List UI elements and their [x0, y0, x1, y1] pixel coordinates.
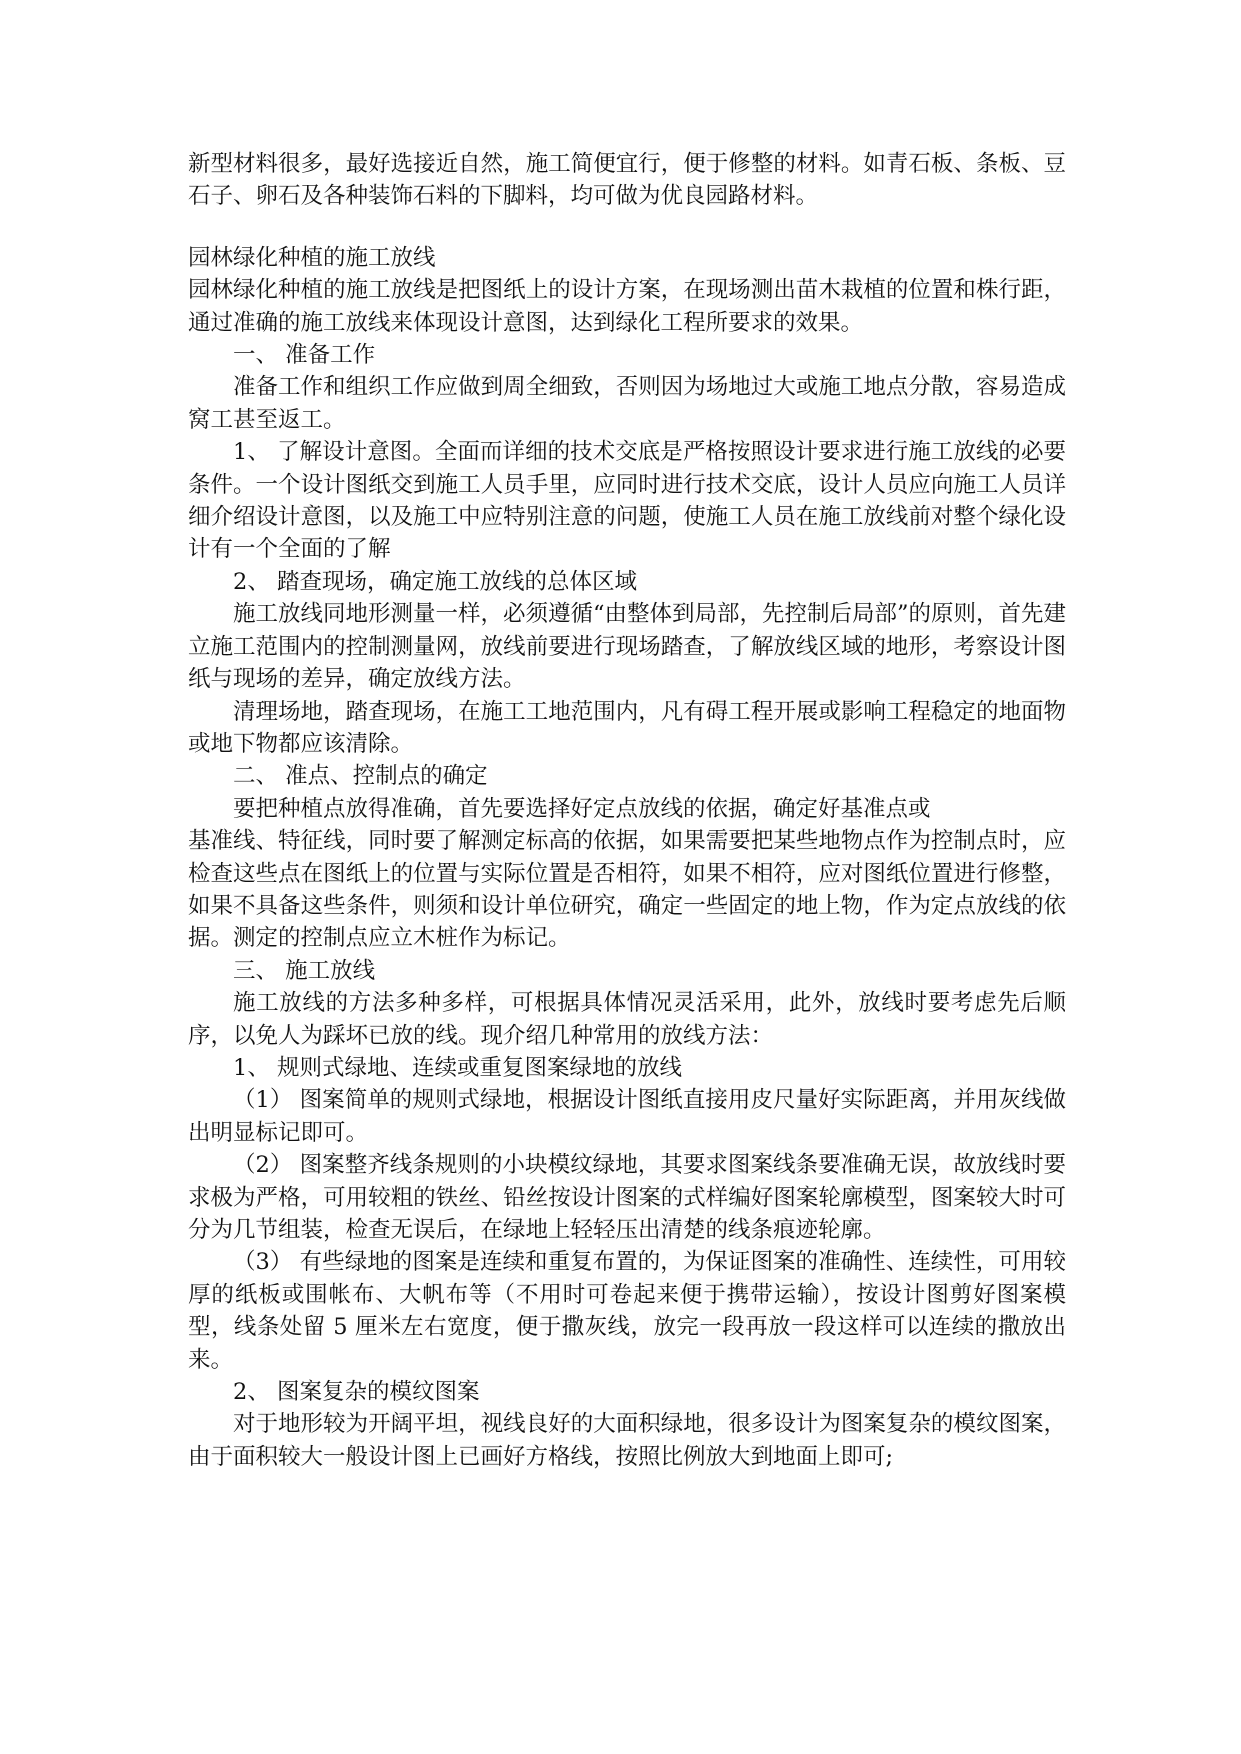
- document-page: [188, 148, 1066, 1473]
- body-paragraph: 1、 规则式绿地、连续或重复图案绿地的放线: [233, 1054, 682, 1081]
- body-paragraph: 对于地形较为开阔平坦，视线良好的大面积绿地，很多设计为图案复杂的模纹图案，由于面积较大一般设计图上已画好方格线，按照比例放大到地面上即可;: [188, 1411, 1066, 1470]
- body-paragraph: （3） 有些绿地的图案是连续和重复布置的，为保证图案的准确性、连续性，可用较厚的纸板或围帐布、大帆布等（不用时可卷起来便于携带运输），按设计图剪好图案模型，线条处留 5 厘米左右宽度，便于撒灰线，放完一段再放一段这样可以连续的撒放出来。: [188, 1249, 1066, 1373]
- body-paragraph: 准备工作和组织工作应做到周全细致，否则因为场地过大或施工地点分散，容易造成窝工甚至返工。: [188, 374, 1066, 433]
- body-paragraph: 一、 准备工作: [233, 342, 376, 369]
- body-paragraph: 清理场地，踏查现场，在施工工地范围内，凡有碍工程开展或影响工程稳定的地面物或地下物都应该清除。: [188, 698, 1066, 757]
- body-paragraph: 施工放线同地形测量一样，必须遵循“由整体到局部，先控制后局部”的原则，首先建立施工范围内的控制测量网，放线前要进行现场踏查，了解放线区域的地形，考察设计图纸与现场的差异，确定放线方法。: [188, 601, 1067, 693]
- body-paragraph: 2、 图案复杂的模纹图案: [233, 1379, 480, 1406]
- body-paragraph: 园林绿化种植的施工放线是把图纸上的设计方案，在现场测出苗木栽植的位置和株行距，通过准确的施工放线来体现设计意图，达到绿化工程所要求的效果。: [188, 277, 1066, 336]
- body-paragraph: （1） 图案简单的规则式绿地，根据设计图纸直接用皮尺量好实际距离，并用灰线做出明显标记即可。: [188, 1087, 1066, 1146]
- body-paragraph: 三、 施工放线: [233, 957, 376, 984]
- body-paragraph: 要把种植点放得准确，首先要选择好定点放线的依据，确定好基准点或: [233, 795, 931, 822]
- body-paragraph: （2） 图案整齐线条规则的小块模纹绿地，其要求图案线条要准确无误，故放线时要求极为严格，可用较粗的铁丝、铅丝按设计图案的式样编好图案轮廓模型，图案较大时可分为几节组装，检查无误后，在绿地上轻轻压出清楚的线条痕迹轮廓。: [188, 1152, 1066, 1243]
- lead-paragraph: 新型材料很多，最好选接近自然，施工简便宜行，便于修整的材料。如青石板、条板、豆石子、卵石及各种装饰石料的下脚料，均可做为优良园路材料。: [188, 151, 1066, 210]
- body-paragraphs: [188, 274, 1066, 1473]
- body-paragraph: 基准线、特征线，同时要了解测定标高的依据，如果需要把某些地物点作为控制点时，应检查这些点在图纸上的位置与实际位置是否相符，如果不相符，应对图纸位置进行修整，如果不具备这些条件，则须和设计单位研究，确定一些固定的地上物，作为定点放线的依据。测定的控制点应立木桩作为标记。: [188, 828, 1066, 952]
- body-paragraph: 2、 踏查现场，确定施工放线的总体区域: [233, 568, 637, 595]
- body-paragraph: 1、 了解设计意图。全面而详细的技术交底是严格按照设计要求进行施工放线的必要条件。一个设计图纸交到施工人员手里，应同时进行技术交底，设计人员应向施工人员详细介绍设计意图，以及施工中应特别注意的问题，使施工人员在施工放线前对整个绿化设计有一个全面的了解: [188, 439, 1066, 563]
- body-paragraph: 二、 准点、控制点的确定: [233, 763, 488, 790]
- body-paragraph: 施工放线的方法多种多样，可根据具体情况灵活采用，此外，放线时要考虑先后顺序，以免人为踩坏已放的线。现介绍几种常用的放线方法：: [188, 990, 1066, 1049]
- section-title: 园林绿化种植的施工放线: [188, 244, 436, 271]
